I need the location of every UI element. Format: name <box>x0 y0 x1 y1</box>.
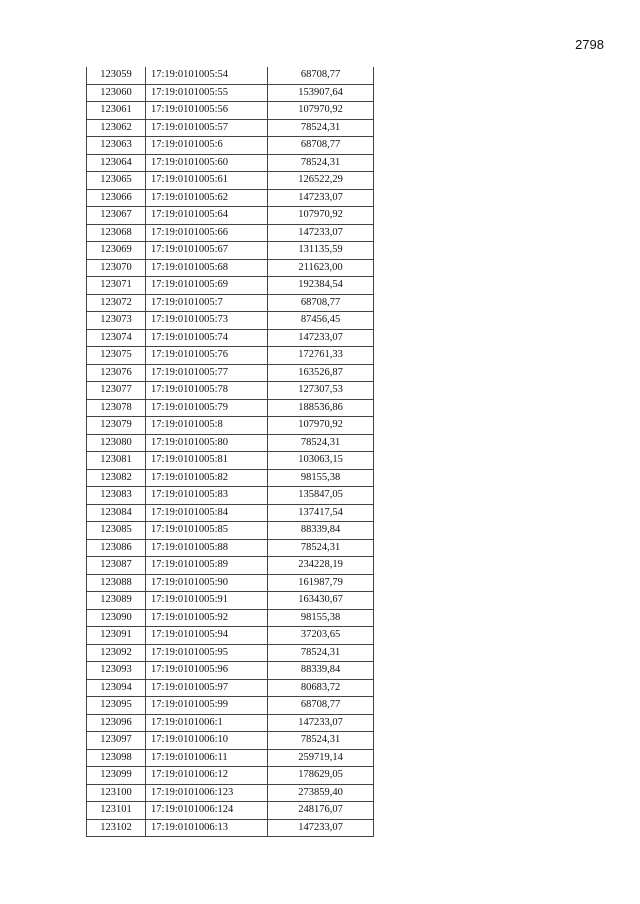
row-number-cell: 123101 <box>87 802 146 820</box>
cadastral-value-cell: 147233,07 <box>268 329 374 347</box>
table-row <box>87 347 374 365</box>
table-row <box>87 417 374 435</box>
row-number-cell: 123091 <box>87 627 146 645</box>
row-number-cell: 123083 <box>87 487 146 505</box>
cadastral-value-cell: 147233,07 <box>268 714 374 732</box>
row-number-cell: 123100 <box>87 784 146 802</box>
cadastral-number-cell: 17:19:0101005:78 <box>146 382 268 400</box>
table-row <box>87 102 374 120</box>
cadastral-value-cell: 127307,53 <box>268 382 374 400</box>
row-number-cell: 123097 <box>87 732 146 750</box>
table-row <box>87 802 374 820</box>
cadastral-number-cell: 17:19:0101005:84 <box>146 504 268 522</box>
table-row <box>87 609 374 627</box>
cadastral-value-cell: 163526,87 <box>268 364 374 382</box>
table-row <box>87 312 374 330</box>
row-number-cell: 123079 <box>87 417 146 435</box>
row-number-cell: 123102 <box>87 819 146 837</box>
cadastral-number-cell: 17:19:0101005:85 <box>146 522 268 540</box>
row-number-cell: 123080 <box>87 434 146 452</box>
cadastral-number-cell: 17:19:0101006:11 <box>146 749 268 767</box>
table-row <box>87 119 374 137</box>
table-row <box>87 84 374 102</box>
row-number-cell: 123070 <box>87 259 146 277</box>
row-number-cell: 123065 <box>87 172 146 190</box>
cadastral-number-cell: 17:19:0101005:62 <box>146 189 268 207</box>
cadastral-value-cell: 78524,31 <box>268 644 374 662</box>
row-number-cell: 123086 <box>87 539 146 557</box>
table-row <box>87 224 374 242</box>
table-row <box>87 539 374 557</box>
row-number-cell: 123062 <box>87 119 146 137</box>
cadastral-value-cell: 211623,00 <box>268 259 374 277</box>
table-row <box>87 697 374 715</box>
table-row <box>87 592 374 610</box>
table-row <box>87 364 374 382</box>
cadastral-number-cell: 17:19:0101005:64 <box>146 207 268 225</box>
cadastral-number-cell: 17:19:0101005:76 <box>146 347 268 365</box>
cadastral-value-cell: 88339,84 <box>268 522 374 540</box>
table-row <box>87 259 374 277</box>
cadastral-value-cell: 107970,92 <box>268 207 374 225</box>
cadastral-number-cell: 17:19:0101005:80 <box>146 434 268 452</box>
cadastral-value-cell: 78524,31 <box>268 732 374 750</box>
table-row <box>87 749 374 767</box>
cadastral-value-cell: 188536,86 <box>268 399 374 417</box>
table-row <box>87 207 374 225</box>
cadastral-value-cell: 37203,65 <box>268 627 374 645</box>
table-row <box>87 504 374 522</box>
cadastral-number-cell: 17:19:0101005:68 <box>146 259 268 277</box>
cadastral-value-cell: 135847,05 <box>268 487 374 505</box>
cadastral-number-cell: 17:19:0101005:92 <box>146 609 268 627</box>
page-number: 2798 <box>575 37 604 52</box>
cadastral-number-cell: 17:19:0101005:97 <box>146 679 268 697</box>
cadastral-number-cell: 17:19:0101006:13 <box>146 819 268 837</box>
row-number-cell: 123068 <box>87 224 146 242</box>
table-row <box>87 557 374 575</box>
cadastral-number-cell: 17:19:0101005:83 <box>146 487 268 505</box>
cadastral-number-cell: 17:19:0101005:66 <box>146 224 268 242</box>
cadastral-number-cell: 17:19:0101005:82 <box>146 469 268 487</box>
cadastral-value-cell: 68708,77 <box>268 67 374 84</box>
table-row <box>87 399 374 417</box>
table-body <box>87 67 374 837</box>
table-row <box>87 67 374 84</box>
cadastral-number-cell: 17:19:0101005:81 <box>146 452 268 470</box>
row-number-cell: 123089 <box>87 592 146 610</box>
table-row <box>87 242 374 260</box>
row-number-cell: 123085 <box>87 522 146 540</box>
cadastral-number-cell: 17:19:0101005:88 <box>146 539 268 557</box>
cadastral-value-cell: 87456,45 <box>268 312 374 330</box>
cadastral-number-cell: 17:19:0101005:8 <box>146 417 268 435</box>
cadastral-value-cell: 137417,54 <box>268 504 374 522</box>
cadastral-number-cell: 17:19:0101006:123 <box>146 784 268 802</box>
row-number-cell: 123066 <box>87 189 146 207</box>
cadastral-number-cell: 17:19:0101006:10 <box>146 732 268 750</box>
cadastral-number-cell: 17:19:0101005:94 <box>146 627 268 645</box>
cadastral-value-cell: 126522,29 <box>268 172 374 190</box>
row-number-cell: 123099 <box>87 767 146 785</box>
table-row <box>87 767 374 785</box>
table-row <box>87 784 374 802</box>
cadastral-value-cell: 147233,07 <box>268 224 374 242</box>
cadastral-value-cell: 98155,38 <box>268 609 374 627</box>
cadastral-value-cell: 78524,31 <box>268 119 374 137</box>
table-row <box>87 294 374 312</box>
cadastral-number-cell: 17:19:0101005:69 <box>146 277 268 295</box>
cadastral-number-cell: 17:19:0101006:1 <box>146 714 268 732</box>
row-number-cell: 123069 <box>87 242 146 260</box>
cadastral-value-cell: 78524,31 <box>268 434 374 452</box>
table-row <box>87 469 374 487</box>
cadastral-number-cell: 17:19:0101005:61 <box>146 172 268 190</box>
cadastral-number-cell: 17:19:0101005:55 <box>146 84 268 102</box>
table-row <box>87 452 374 470</box>
row-number-cell: 123078 <box>87 399 146 417</box>
table-row <box>87 434 374 452</box>
cadastral-value-table <box>86 67 374 837</box>
cadastral-number-cell: 17:19:0101005:67 <box>146 242 268 260</box>
row-number-cell: 123059 <box>87 67 146 84</box>
cadastral-value-cell: 68708,77 <box>268 294 374 312</box>
row-number-cell: 123095 <box>87 697 146 715</box>
cadastral-value-cell: 103063,15 <box>268 452 374 470</box>
cadastral-value-cell: 161987,79 <box>268 574 374 592</box>
cadastral-number-cell: 17:19:0101005:89 <box>146 557 268 575</box>
cadastral-value-cell: 80683,72 <box>268 679 374 697</box>
table-row <box>87 714 374 732</box>
row-number-cell: 123076 <box>87 364 146 382</box>
row-number-cell: 123073 <box>87 312 146 330</box>
row-number-cell: 123094 <box>87 679 146 697</box>
table-row <box>87 329 374 347</box>
cadastral-number-cell: 17:19:0101005:90 <box>146 574 268 592</box>
cadastral-number-cell: 17:19:0101005:91 <box>146 592 268 610</box>
cadastral-value-cell: 68708,77 <box>268 137 374 155</box>
row-number-cell: 123082 <box>87 469 146 487</box>
cadastral-value-cell: 153907,64 <box>268 84 374 102</box>
table-row <box>87 522 374 540</box>
row-number-cell: 123081 <box>87 452 146 470</box>
row-number-cell: 123084 <box>87 504 146 522</box>
table-row <box>87 382 374 400</box>
cadastral-value-cell: 163430,67 <box>268 592 374 610</box>
cadastral-value-cell: 68708,77 <box>268 697 374 715</box>
cadastral-value-cell: 78524,31 <box>268 154 374 172</box>
row-number-cell: 123088 <box>87 574 146 592</box>
table-row <box>87 189 374 207</box>
cadastral-number-cell: 17:19:0101005:54 <box>146 67 268 84</box>
table-row <box>87 487 374 505</box>
row-number-cell: 123093 <box>87 662 146 680</box>
cadastral-number-cell: 17:19:0101005:6 <box>146 137 268 155</box>
row-number-cell: 123092 <box>87 644 146 662</box>
cadastral-value-cell: 107970,92 <box>268 102 374 120</box>
cadastral-number-cell: 17:19:0101005:7 <box>146 294 268 312</box>
cadastral-value-cell: 147233,07 <box>268 819 374 837</box>
row-number-cell: 123098 <box>87 749 146 767</box>
row-number-cell: 123072 <box>87 294 146 312</box>
table-row <box>87 277 374 295</box>
table-row <box>87 574 374 592</box>
row-number-cell: 123077 <box>87 382 146 400</box>
row-number-cell: 123071 <box>87 277 146 295</box>
cadastral-number-cell: 17:19:0101005:95 <box>146 644 268 662</box>
cadastral-value-cell: 259719,14 <box>268 749 374 767</box>
table-row <box>87 644 374 662</box>
cadastral-number-cell: 17:19:0101005:74 <box>146 329 268 347</box>
cadastral-value-cell: 234228,19 <box>268 557 374 575</box>
table-row <box>87 627 374 645</box>
cadastral-number-cell: 17:19:0101005:73 <box>146 312 268 330</box>
cadastral-value-cell: 78524,31 <box>268 539 374 557</box>
cadastral-number-cell: 17:19:0101005:77 <box>146 364 268 382</box>
cadastral-number-cell: 17:19:0101005:99 <box>146 697 268 715</box>
cadastral-number-cell: 17:19:0101005:57 <box>146 119 268 137</box>
cadastral-value-cell: 147233,07 <box>268 189 374 207</box>
cadastral-number-cell: 17:19:0101005:60 <box>146 154 268 172</box>
table-row <box>87 172 374 190</box>
row-number-cell: 123067 <box>87 207 146 225</box>
cadastral-number-cell: 17:19:0101006:12 <box>146 767 268 785</box>
cadastral-value-cell: 172761,33 <box>268 347 374 365</box>
cadastral-value-cell: 131135,59 <box>268 242 374 260</box>
table-row <box>87 679 374 697</box>
cadastral-value-cell: 88339,84 <box>268 662 374 680</box>
table-row <box>87 137 374 155</box>
cadastral-value-cell: 192384,54 <box>268 277 374 295</box>
cadastral-number-cell: 17:19:0101005:56 <box>146 102 268 120</box>
cadastral-number-cell: 17:19:0101006:124 <box>146 802 268 820</box>
row-number-cell: 123063 <box>87 137 146 155</box>
table-row <box>87 154 374 172</box>
row-number-cell: 123075 <box>87 347 146 365</box>
cadastral-value-cell: 248176,07 <box>268 802 374 820</box>
row-number-cell: 123074 <box>87 329 146 347</box>
row-number-cell: 123060 <box>87 84 146 102</box>
cadastral-value-cell: 107970,92 <box>268 417 374 435</box>
cadastral-number-cell: 17:19:0101005:79 <box>146 399 268 417</box>
cadastral-value-cell: 98155,38 <box>268 469 374 487</box>
cadastral-value-cell: 178629,05 <box>268 767 374 785</box>
row-number-cell: 123087 <box>87 557 146 575</box>
row-number-cell: 123090 <box>87 609 146 627</box>
row-number-cell: 123096 <box>87 714 146 732</box>
row-number-cell: 123064 <box>87 154 146 172</box>
cadastral-number-cell: 17:19:0101005:96 <box>146 662 268 680</box>
table-row <box>87 732 374 750</box>
row-number-cell: 123061 <box>87 102 146 120</box>
table-row <box>87 662 374 680</box>
table-row <box>87 819 374 837</box>
cadastral-value-cell: 273859,40 <box>268 784 374 802</box>
